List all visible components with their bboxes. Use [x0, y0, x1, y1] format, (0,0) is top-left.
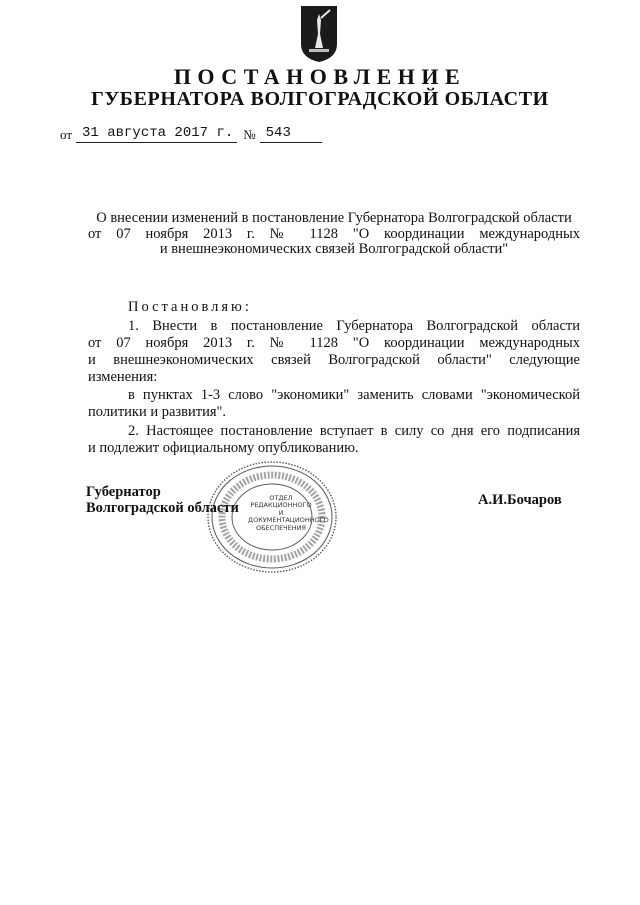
- text-line: от 07 ноября 2013 г. № 1128 "О координации международных: [88, 335, 580, 351]
- number-label: №: [243, 127, 256, 142]
- date-number-line: [60, 121, 340, 143]
- document-title: ПОСТАНОВЛЕНИЕ: [173, 64, 467, 89]
- position-line: Губернатор: [86, 484, 161, 500]
- item-1-change: [88, 387, 580, 421]
- document-number: 543: [260, 125, 322, 143]
- decree-word: Постановляю:: [128, 299, 252, 315]
- item-1: [88, 318, 580, 386]
- subject-line: от 07 ноября 2013 г. № 1128 "О координации международных: [88, 225, 580, 242]
- text-line: и подлежит официальному опубликованию.: [88, 440, 359, 456]
- signatory-name: А.И.Бочаров: [478, 492, 562, 508]
- stamp-line: ОТДЕЛ: [269, 494, 293, 502]
- position-line: Волгоградской области: [86, 500, 239, 516]
- text-line: и внешнеэкономических связей Волгоградской области" следующие: [88, 352, 580, 368]
- volgograd-emblem-icon: [299, 4, 339, 64]
- text-line: 1. Внести в постановление Губернатора Волгоградской области: [128, 318, 580, 334]
- document-subject: [88, 211, 580, 258]
- text-line: политики и развития".: [88, 404, 227, 420]
- stamp-line: ОБЕСПЕЧЕНИЯ: [255, 523, 307, 532]
- document-date: 31 августа 2017 г.: [76, 125, 237, 143]
- stamp-center-text: [248, 494, 329, 532]
- text-line: изменения:: [88, 369, 158, 385]
- item-2: [88, 423, 580, 457]
- from-label: от: [60, 127, 73, 142]
- text-line: в пунктах 1-3 слово "экономики" заменить словами "экономической: [128, 387, 580, 403]
- text-line: 2. Настоящее постановление вступает в силу со дня его подписания: [128, 423, 580, 439]
- stamp-line: РЕДАКЦИОННОГО И: [250, 501, 312, 517]
- document-subtitle: ГУБЕРНАТОРА ВОЛГОГРАДСКОЙ ОБЛАСТИ: [91, 88, 549, 110]
- stamp-line: ДОКУМЕНТАЦИОННОГО: [248, 516, 329, 525]
- subject-line: О внесении изменений в постановление Губернатора Волгоградской области: [96, 210, 572, 226]
- subject-line: и внешнеэкономических связей Волгоградской области": [159, 241, 509, 257]
